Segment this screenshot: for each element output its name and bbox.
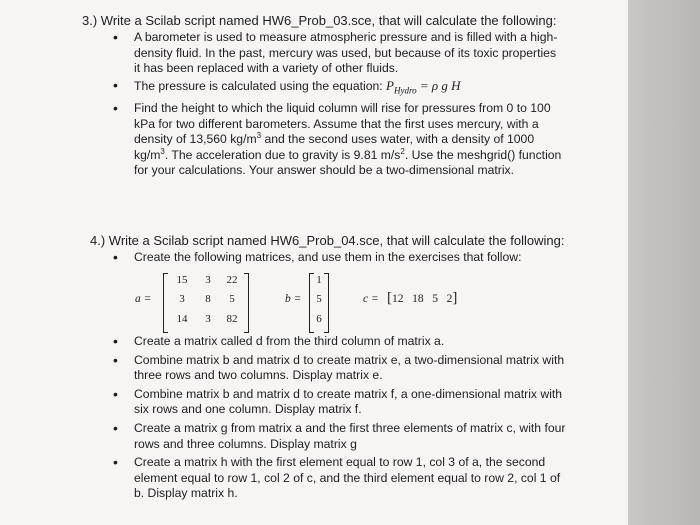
- problem-3-heading: 3.) Write a Scilab script named HW6_Prob_03.sce, that will calculate the following:: [82, 13, 557, 28]
- matrix-c: [12 18 5 2]: [387, 290, 458, 306]
- task-matrix-e: • Combine matrix b and matrix d to create matrix e, a two-dimensional matrix with three rows and two columns. Display matrix e.: [113, 353, 568, 384]
- matrix-a-label: a =: [135, 293, 152, 305]
- matrix-definitions: [135, 271, 535, 331]
- matrix-c-label: c =: [363, 293, 379, 305]
- problem-3-list: [113, 30, 563, 179]
- problem-4-intro-list: [113, 250, 583, 266]
- problem-3-bullet-height: • Find the height to which the liquid column will rise for pressures from 0 to 100 kPa for two different barometers. Assume that the first uses mercury, with a density of 13,560 $kg/m^3$ and the second uses water, with a density of 1000 $kg/m^3$. The acceleration due to gravity is 9.81 $m/s^2$. Use the meshgrid() function for your calculations. Your answer should be a two-dimensional matrix.: [113, 101, 563, 179]
- matrix-b-label: b =: [285, 293, 302, 305]
- matrix-b: 1 5 6: [309, 273, 329, 331]
- matrix-a: 15 3 22 3 8 5 14 3 82: [163, 273, 249, 331]
- task-matrix-f: • Combine matrix b and matrix d to create matrix f, a one-dimensional matrix with six rows and one column. Display matrix f.: [113, 387, 568, 418]
- task-matrix-d: • Create a matrix called d from the third column of matrix a.: [113, 334, 568, 350]
- task-matrix-g: • Create a matrix g from matrix a and the first three elements of matrix c, with four rows and three columns. Display matrix g: [113, 421, 568, 452]
- problem-4-intro: • Create the following matrices, and use them in the exercises that follow:: [113, 250, 583, 266]
- background-edge: [628, 0, 700, 525]
- problem-4-heading: 4.) Write a Scilab script named HW6_Prob_04.sce, that will calculate the following:: [90, 233, 565, 248]
- pressure-equation: $P_{Hydro} = \rho$ g H: [386, 77, 461, 96]
- problem-3-bullet-equation: • The pressure is calculated using the equation: $P_{Hydro} = \rho$ g H: [113, 78, 563, 99]
- problem-3-bullet-barometer: • A barometer is used to measure atmospheric pressure and is filled with a high-density fluid. In the past, mercury was used, but because of its toxic properties it has been replaced with a variety of other fluids.: [113, 30, 563, 77]
- problem-4-tasks: [113, 334, 568, 502]
- task-matrix-h: • Create a matrix h with the first element equal to row 1, col 3 of a, the second element equal to row 1, col 2 of c, and the third element equal to row 2, col 1 of b. Display matrix h.: [113, 455, 568, 502]
